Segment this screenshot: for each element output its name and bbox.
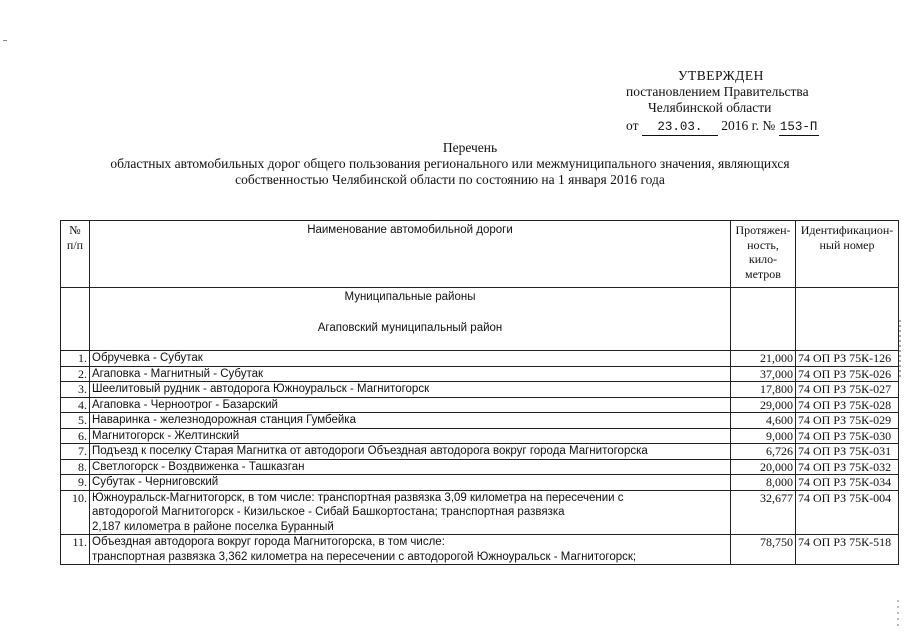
approval-date-line: [600, 118, 900, 136]
row-number: 4.: [61, 397, 90, 413]
road-name-line: автодорогой Магнитогорск - Кизильское - Сибай Башкортостана; транспортная развязка: [92, 506, 565, 518]
row-number: 1.: [61, 351, 90, 367]
scan-artifact: [899, 320, 901, 380]
road-name-line: Объездная автодорога вокруг города Магнитогорска, в том числе:: [92, 536, 445, 548]
row-number: 11.: [61, 535, 90, 565]
document-title: [30, 140, 870, 188]
header-text: п/п: [66, 237, 84, 252]
table-row: [61, 366, 899, 382]
header-text: метров: [745, 266, 781, 281]
road-length: 6,726: [731, 444, 796, 460]
approval-stamp-block: [600, 68, 900, 136]
row-number: 3.: [61, 382, 90, 398]
road-name: Шеелитовый рудник - автодорога Южноуральск - Магнитогорск: [90, 382, 731, 398]
table-row: [61, 413, 899, 429]
approval-year: 2016 г. №: [721, 118, 776, 133]
road-name-line: транспортная развязка 3,362 километра на пересечении с автодорогой Южноуральск - Магнитогорск;: [92, 550, 637, 563]
header-text: ный номер: [819, 237, 875, 252]
approval-date: 23.03.: [642, 119, 718, 136]
row-number: 7.: [61, 444, 90, 460]
section-row: [61, 288, 899, 351]
table-row: [61, 490, 899, 535]
road-length: 32,677: [731, 490, 796, 535]
header-name: [90, 221, 731, 288]
header-text: №: [69, 223, 81, 237]
section-len-cell: [731, 288, 796, 351]
table-header-row: [61, 221, 899, 288]
roads-table: [60, 220, 899, 565]
road-length: 8,000: [731, 475, 796, 491]
road-id: 74 ОП РЗ 75К-034: [796, 475, 899, 491]
table-body: [61, 288, 899, 565]
road-length: 4,600: [731, 413, 796, 429]
table-row: [61, 382, 899, 398]
table-row: [61, 459, 899, 475]
table-row: [61, 428, 899, 444]
road-id: 74 ОП РЗ 75К-026: [796, 366, 899, 382]
road-name-line: 2,187 километра в районе поселка Буранный: [92, 520, 334, 533]
road-name: Агаповка - Магнитный - Субутак: [90, 366, 731, 382]
road-id: 74 ОП РЗ 75К-029: [796, 413, 899, 429]
road-name: Агаповка - Черноотрог - Базарский: [90, 397, 731, 413]
road-name: Субутак - Черниговский: [90, 475, 731, 491]
row-number: 8.: [61, 459, 90, 475]
road-length: 21,000: [731, 351, 796, 367]
road-id: 74 ОП РЗ 75К-027: [796, 382, 899, 398]
scan-artifact: [897, 600, 899, 630]
road-length: 37,000: [731, 366, 796, 382]
road-id: 74 ОП РЗ 75К-032: [796, 459, 899, 475]
section-num-cell: [61, 288, 90, 351]
row-number: 9.: [61, 475, 90, 491]
section-title: Муниципальные районы: [344, 291, 476, 303]
row-number: 2.: [61, 366, 90, 382]
approval-line: постановлением Правительства: [626, 84, 809, 99]
scan-artifact: [3, 40, 7, 41]
table-row: [61, 351, 899, 367]
section-id-cell: [796, 288, 899, 351]
road-name: Магнитогорск - Желтинский: [90, 428, 731, 444]
road-name: [90, 535, 731, 565]
roads-table-wrapper: [60, 220, 899, 565]
road-name: Обручевка - Субутак: [90, 351, 731, 367]
approval-line: Челябинской области: [648, 100, 772, 115]
table-row: [61, 475, 899, 491]
road-length: 78,750: [731, 535, 796, 565]
road-name-line: Южноуральск-Магнитогорск, в том числе: транспортная развязка 3,09 километра на пересечении с: [92, 491, 624, 504]
section-subtitle: Агаповский муниципальный район: [317, 321, 503, 334]
header-text: Протяжен-: [735, 223, 791, 237]
road-name: Наваринка - железнодорожная станция Гумбейка: [90, 413, 731, 429]
title-line: Перечень: [442, 140, 498, 155]
road-id: 74 ОП РЗ 75К-518: [796, 535, 899, 565]
table-row: [61, 444, 899, 460]
section-name-cell: [90, 288, 731, 351]
header-length: [731, 221, 796, 288]
header-text: ность, кило-: [747, 237, 779, 266]
road-name: Светлогорск - Воздвиженка - Ташказган: [90, 459, 731, 475]
row-number: 5.: [61, 413, 90, 429]
road-name: Подъезд к поселку Старая Магнитка от автодороги Объездная автодорога вокруг города Магнитогорска: [90, 444, 731, 460]
header-text: Идентификацион-: [800, 223, 894, 237]
road-length: 29,000: [731, 397, 796, 413]
title-line: областных автомобильных дорог общего пользования регионального или межмуниципального значения, являющихся: [110, 156, 790, 171]
road-id: 74 ОП РЗ 75К-031: [796, 444, 899, 460]
title-line: собственностью Челябинской области по состоянию на 1 января 2016 года: [235, 172, 665, 187]
row-number: 10.: [61, 490, 90, 535]
road-id: 74 ОП РЗ 75К-030: [796, 428, 899, 444]
header-id: [796, 221, 899, 288]
road-length: 20,000: [731, 459, 796, 475]
road-id: 74 ОП РЗ 75К-028: [796, 397, 899, 413]
approval-prefix: от: [626, 118, 639, 133]
road-length: 9,000: [731, 428, 796, 444]
road-length: 17,800: [731, 382, 796, 398]
table-row: [61, 397, 899, 413]
header-num: [61, 221, 90, 288]
road-id: 74 ОП РЗ 75К-126: [796, 351, 899, 367]
road-id: 74 ОП РЗ 75К-004: [796, 490, 899, 535]
table-row: [61, 535, 899, 565]
road-name: [90, 490, 731, 535]
approval-number: 153-П: [779, 120, 818, 134]
row-number: 6.: [61, 428, 90, 444]
header-text: Наименование автомобильной дороги: [307, 224, 513, 236]
approval-heading: УТВЕРЖДЕН: [678, 68, 764, 83]
